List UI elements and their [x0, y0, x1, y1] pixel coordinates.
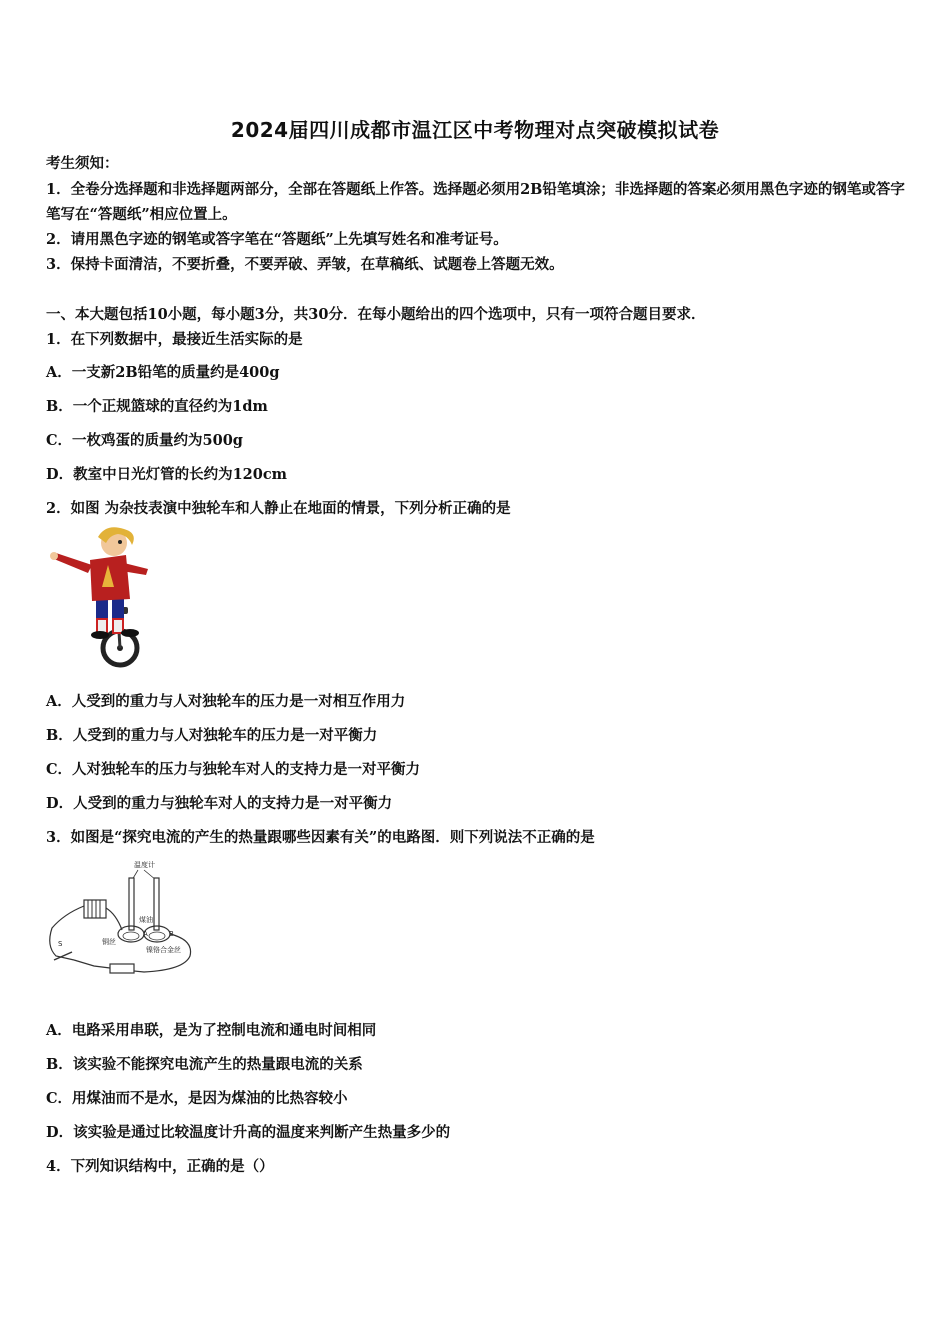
label-a: A	[143, 930, 148, 938]
q3-option-c: C．用煤油而不是水，是因为煤油的比热容较小	[46, 1090, 348, 1107]
notice-heading: 考生须知：	[46, 155, 119, 172]
q3-option-a: A．电路采用串联，是为了控制电流和通电时间相同	[46, 1022, 377, 1039]
unicycle-performer-figure	[48, 525, 158, 670]
notice-item-3: 3．保持卡面清洁，不要折叠，不要弄破、弄皱，在草稿纸、试题卷上答题无效。	[46, 256, 564, 273]
page-title: 2024届四川成都市温江区中考物理对点突破模拟试卷	[230, 118, 720, 142]
label-copper: 铜丝	[102, 938, 116, 946]
label-oil: 煤油	[139, 916, 153, 924]
q2-option-b: B．人受到的重力与人对独轮车的压力是一对平衡力	[46, 727, 378, 744]
section-heading: 一、本大题包括10小题，每小题3分，共30分．在每小题给出的四个选项中，只有一项符合题目要求．	[46, 306, 706, 323]
q2-stem: 2．如图 为杂技表演中独轮车和人静止在地面的情景，下列分析正确的是	[46, 500, 511, 517]
circuit-diagram-figure	[44, 856, 199, 981]
q1-option-d: D．教室中日光灯管的长约为120cm	[46, 466, 288, 483]
q3-option-b: B．该实验不能探究电流产生的热量跟电流的关系	[46, 1056, 363, 1073]
q2-option-d: D．人受到的重力与独轮车对人的支持力是一对平衡力	[46, 795, 393, 812]
q1-option-a: A．一支新2B铅笔的质量约是400g	[46, 364, 280, 381]
q1-stem: 1．在下列数据中，最接近生活实际的是	[46, 331, 303, 348]
notice-item-2: 2．请用黑色字迹的钢笔或答字笔在“答题纸”上先填写姓名和准考证号。	[46, 231, 508, 248]
q2-option-a: A．人受到的重力与人对独轮车的压力是一对相互作用力	[46, 693, 406, 710]
label-s: S	[58, 940, 63, 948]
q3-stem: 3．如图是“探究电流的产生的热量跟哪些因素有关”的电路图．则下列说法不正确的是	[46, 829, 595, 846]
q4-stem: 4．下列知识结构中，正确的是（）	[46, 1158, 274, 1175]
label-b: B	[169, 930, 174, 938]
label-nichrome: 镍铬合金丝	[146, 946, 181, 954]
q3-option-d: D．该实验是通过比较温度计升高的温度来判断产生热量多少的	[46, 1124, 451, 1141]
notice-item-1: 1．全卷分选择题和非选择题两部分，全部在答题纸上作答。选择题必须用2B铅笔填涂；非选择题的答案必须用黑色字迹的钢笔或答字笔写在“答题纸”相应位置上。	[46, 181, 905, 223]
q1-option-c: C．一枚鸡蛋的质量约为500g	[46, 432, 243, 449]
q1-option-b: B．一个正规篮球的直径约为1dm	[46, 398, 268, 415]
q2-option-c: C．人对独轮车的压力与独轮车对人的支持力是一对平衡力	[46, 761, 421, 778]
label-thermometer: 温度计	[134, 861, 155, 869]
